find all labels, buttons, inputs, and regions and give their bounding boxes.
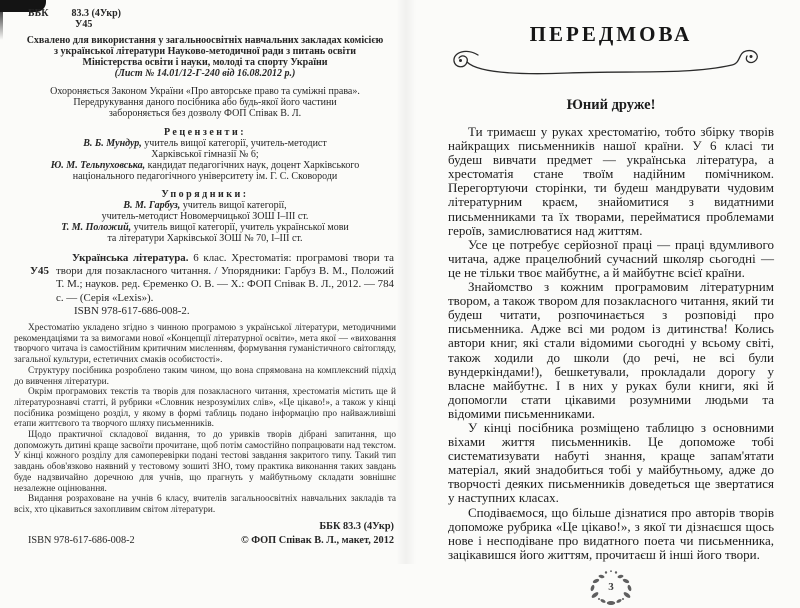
- imprint-page: [14, 8, 396, 546]
- isbn-number: ISBN 978-617-686-008-2.: [74, 304, 190, 317]
- annotation-paragraph: Видання розраховане на учнів 6 класу, вчителів загальноосвітніх навчальних закладів та всіх, хто цікавиться захопливим світом літератури.: [14, 494, 396, 515]
- page-number: 3: [608, 580, 614, 593]
- bbk-classification: [14, 8, 396, 19]
- title-flourish-ornament: [448, 47, 778, 81]
- page-gutter-shadow: [396, 0, 416, 564]
- preface-paragraph: Ти тримаєш у руках хрестоматію, тобто збірку творів найкращих письменників нашої країни. У 6 класі ти будеш вивчати предмет — українська література, а хрестоматія стане твоїм надійним помічником. Перегортуючи сторінки, ти будеш мандрувати чудовим літературним краєм, знайомитися з видатними письменниками та їх творами, перейматися проблемами героїв, замислюватися над життям.: [448, 124, 774, 238]
- catalog-author-code: У45: [30, 265, 49, 277]
- approval-line: з української літератури Науково-методичної ради з питань освіти: [53, 46, 357, 57]
- preface-paragraph: У кінці посібника розміщено таблицю з основними віхами життя письменників. Це допоможе тобі систематизувати набуті знання, краще запам'ятати матеріал, який знадобиться тобі у майбутньому, адже до творчості деяких письменників доведеться ще звертатися у наступних класах.: [448, 419, 774, 506]
- compiler-entry: [14, 222, 396, 244]
- preface-paragraph: Знайомство з кожним програмовим літературним твором, а також твором для позакласного читання, який ти будеш читати, розпочинається з розповіді про письменника. Адже всі ми родом із дитинства! Колись автори книг, які стали відомими сьогодні у всьому світі, також ходили до школи (до речі, не всі були вундеркіндами!), бешкетували, прокладали дорогу у власне майбутнє. І в них у руках були книги, які й допомогли стати цікавими розумними людьми та відомими письменниками.: [448, 279, 774, 421]
- copyright-protection-notice: [14, 86, 396, 119]
- reviewer-entry: [14, 138, 396, 160]
- compilers-heading: Упорядники:: [161, 189, 249, 200]
- approval-statement: [14, 35, 396, 79]
- footer-isbn: ISBN 978-617-686-008-2: [28, 534, 135, 546]
- footer-copyright: © ФОП Співак В. Л., макет, 2012: [240, 534, 394, 546]
- approval-line: Міністерства освіти і науки, молоді та спорту України: [82, 57, 328, 68]
- bbk-value: 83.3 (4Укр): [71, 8, 121, 19]
- compiler-credentials: учитель вищої категорії,: [180, 200, 287, 211]
- preface-paragraph: Усе це потребує серйозної праці — праці вдумливого читача, адже працелюбний сучасний школяр сьогодні — це не тільки твоє майбутнє, а й майбутнє всієї країни.: [448, 236, 774, 280]
- bbk-label: ББК: [28, 8, 49, 19]
- footer-bbk: ББК 83.3 (4Укр): [319, 520, 394, 532]
- page-number-ornament: [584, 568, 638, 608]
- protection-line: Передрукування даного посібника або будь-якої його частини: [73, 97, 337, 108]
- annotation-paragraph: Окрім програмових текстів та творів для позакласного читання, хрестоматія містить ще й літературознавчі статті, й рубрики «Словник незрозумілих слів», «Це цікаво!», а також у кінці посібника розміщено розділ, у якому в формі таблиць подано інформацію про найважливіші етапи життєвого та творчого шляху письменників.: [14, 387, 396, 430]
- page-title: ПЕРЕДМОВА: [529, 22, 693, 46]
- reviewer-credentials: учитель вищої категорії, учитель-методист: [141, 138, 327, 149]
- reviewer-name: Ю. М. Тельпуховська,: [50, 160, 146, 171]
- compiler-name: Т. М. Положий,: [61, 222, 132, 233]
- reviewer-name: В. Б. Мундур,: [83, 138, 142, 149]
- protection-line: забороняється без дозволу ФОП Співак В. Л.: [108, 108, 302, 119]
- compiler-credentials: учитель-методист Новомерчицької ЗОШ І–ІІІ ст.: [101, 211, 309, 222]
- preface-paragraph: Сподіваємося, що більше дізнатися про авторів творів допоможе рубрика «Це цікаво!», з якої ти дізнаєшся щось нове і несподіване про видатного поета чи письменника, зацікавишся його життям, прочитаєш й інші його твори.: [448, 504, 774, 562]
- reviewer-entry: [14, 160, 396, 182]
- preface-page: [448, 8, 774, 608]
- approval-letter-reference: (Лист № 14.01/12-Г-240 від 16.08.2012 р.): [114, 68, 296, 79]
- annotation-paragraph: Хрестоматію укладено згідно з чинною програмою з української літератури, методичними рекомендаціями та за вимогами нової «Концепції літературної освіти», мета якої — «виховання творчого читача із самостійним критичним мисленням, формування гуманістичного світогляду, загальної культури, естетичних смаків особистості».: [14, 323, 396, 366]
- reviewer-credentials: національного педагогічного університету ім. Г. С. Сковороди: [72, 171, 338, 182]
- bibliographic-description: [56, 252, 394, 305]
- book-title: Українська література.: [72, 252, 189, 264]
- bbk-author-code: У45: [75, 19, 93, 30]
- reviewer-credentials: кандидат педагогічних наук, доцент Харківського: [145, 160, 360, 171]
- protection-line: Охороняється Законом України «Про авторське право та суміжні права».: [50, 86, 360, 97]
- annotation-paragraph: Структуру посібника розроблено таким чином, що вона спрямована на комплексний підхід до вивчення літератури.: [14, 365, 396, 387]
- reviewers-heading: Рецензенти:: [163, 127, 247, 138]
- salutation: Юний друже!: [566, 97, 656, 113]
- compiler-credentials: учитель вищої категорії, учитель української мови: [131, 222, 349, 233]
- compiler-credentials: та літератури Харківської ЗОШ № 70, І–ІІІ ст.: [107, 233, 303, 244]
- compiler-name: В. М. Гарбуз,: [123, 200, 181, 211]
- approval-line: Схвалено для використання у загальноосвітніх навчальних закладах комісією: [26, 35, 384, 46]
- footer-row: [14, 535, 396, 546]
- compiler-entry: [14, 200, 396, 222]
- annotation-paragraph: Щодо практичної складової видання, то до уривків творів дібрані запитання, що допоможуть дитині краще засвоїти прочитане, щоб потім самостійно попрацювати над текстом. У кінці кожного розділу для самоперевірки подані тестові завдання закритого типу. Такий тип завдань обов'язково наявний у тестовому зошиті ЗНО, тому практика виконання таких завдань буде надзвичайно доречною для учнів, що прагнуть у майбутньому складати зовнішнє незалежне оцінювання.: [14, 430, 396, 494]
- catalog-entry: [14, 252, 396, 318]
- reviewer-credentials: Харківської гімназії № 6;: [151, 149, 259, 160]
- bibliographic-details: 6 клас. Хрестоматія: програмові твори та твори для позакласного читання. / Упорядники: Гарбуз В. М., Положий Т. М.; науков. ред. Єременко О. В. — Х.: ФОП Співак В. Л., 2012. — 784 с. — (Серія «Lexis»).: [56, 252, 394, 304]
